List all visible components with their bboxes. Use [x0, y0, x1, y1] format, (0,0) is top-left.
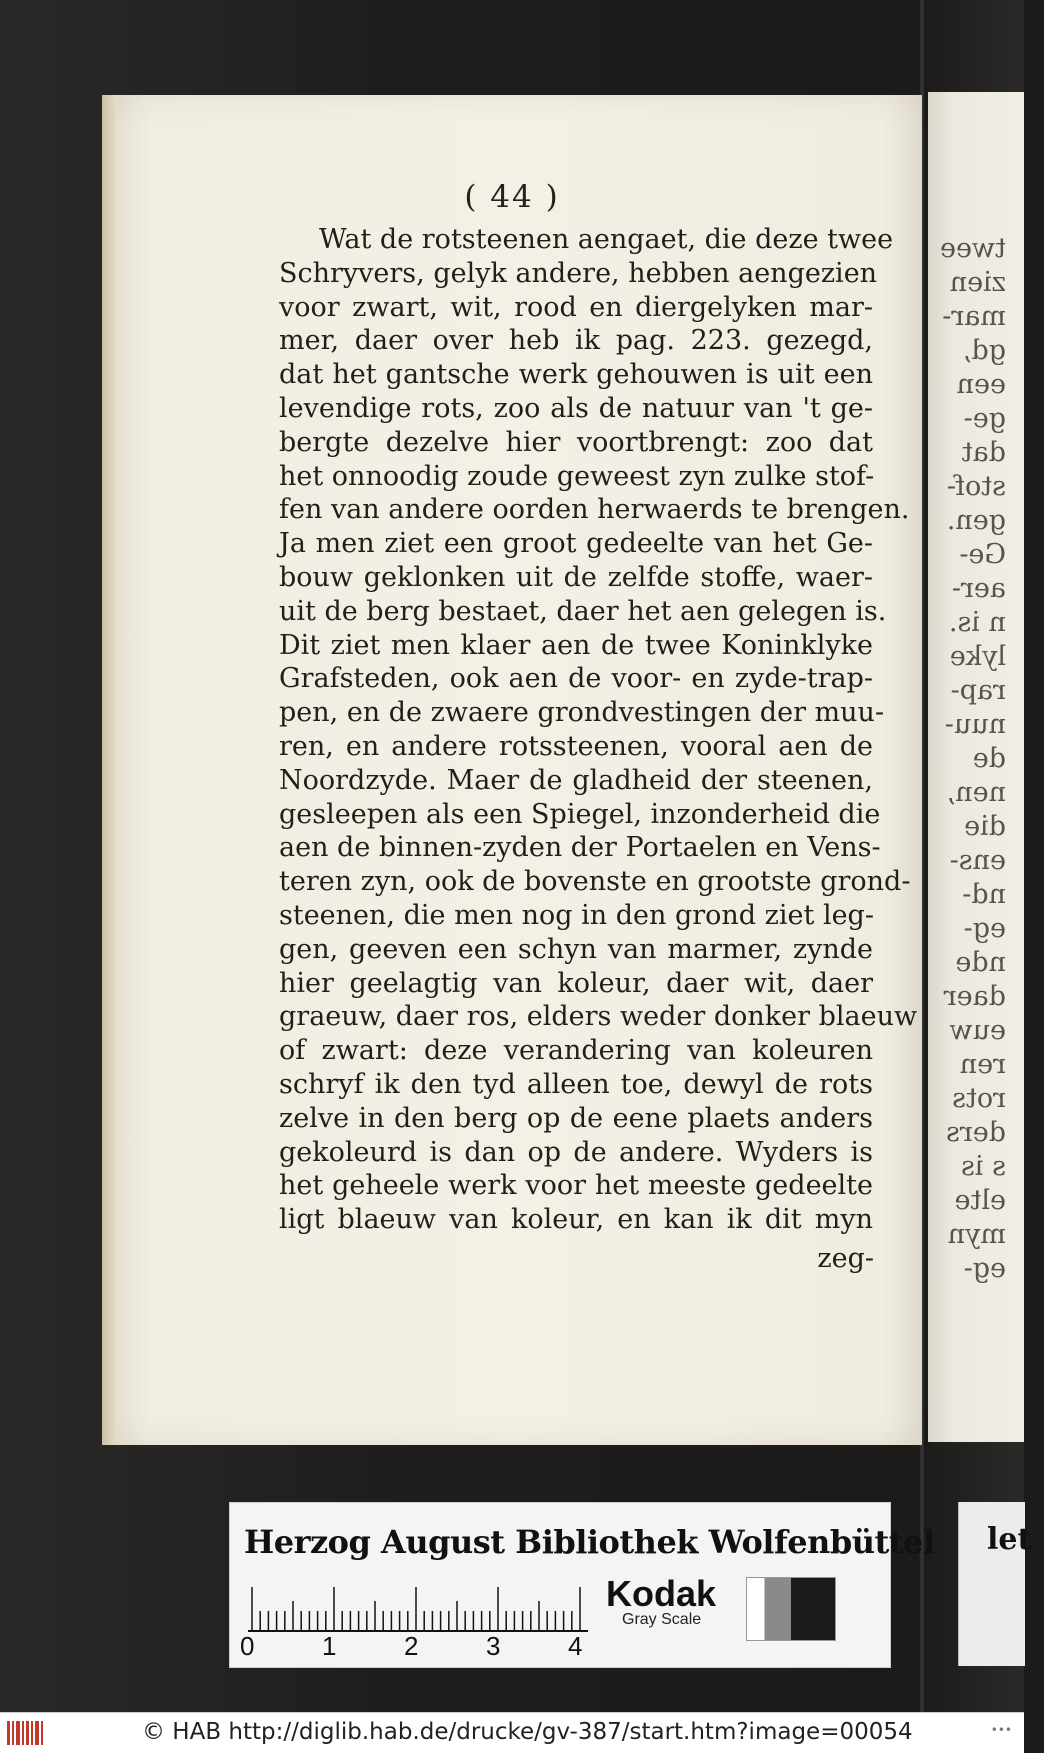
catchword: zeg-: [817, 1243, 874, 1274]
barcode-icon: [6, 1719, 46, 1747]
corner-mark: •••: [990, 1723, 1012, 1737]
bleed-fragment: zien: [949, 267, 1006, 298]
ruler-number: 3: [486, 1631, 501, 1661]
bleed-fragment: ens-: [949, 845, 1006, 876]
text-line: ligt blaeuw van koleur, en kan ik dit myn: [279, 1204, 873, 1236]
text-line: voor zwart, wit, rood en diergelyken mar-: [279, 291, 873, 323]
bleed-fragment: gd,: [962, 335, 1006, 366]
text-line: mer, daer over heb ik pag. 223. gezegd,: [279, 325, 873, 357]
bleed-fragment: n is.: [948, 607, 1006, 638]
second-bar-fragment: let: [987, 1522, 1032, 1557]
bleed-fragment: nen,: [946, 777, 1006, 808]
text-line: bergte dezelve hier voortbrengt: zoo dat: [279, 426, 873, 458]
bleed-fragment: stof-: [946, 471, 1006, 502]
text-line: gen, geeven een schyn van marmer, zynde: [279, 933, 873, 965]
text-line: dat het gantsche werk gehouwen is uit een: [279, 359, 873, 391]
text-line: of zwart: deze verandering van koleuren: [279, 1035, 873, 1067]
bleed-fragment: rots: [952, 1083, 1006, 1114]
bleed-fragment: twee: [940, 233, 1006, 264]
text-line: pen, en de zwaere grondvestingen der muu-: [279, 697, 885, 729]
bleed-fragment: elte: [954, 1185, 1006, 1216]
page-edge: [102, 95, 116, 1445]
bleed-fragment: gen.: [946, 505, 1006, 536]
text-line: hier geelagtig van koleur, daer wit, daer: [279, 967, 873, 999]
copyright-link[interactable]: © HAB http://diglib.hab.de/drucke/gv-387/start.htm?image=00054: [142, 1719, 913, 1745]
facing-page: [928, 92, 1024, 1442]
bleed-fragment: ge-: [963, 403, 1006, 434]
bleed-fragment: dat: [961, 437, 1006, 468]
grayscale-label: Gray Scale: [622, 1611, 702, 1628]
bleed-fragment: daer: [943, 981, 1006, 1012]
bleed-fragment: de: [972, 743, 1006, 774]
ruler-number: 2: [404, 1631, 419, 1661]
text-line: Grafsteden, ook aen de voor- en zyde-trap-: [279, 663, 873, 695]
bleed-fragment: lyke: [949, 641, 1006, 672]
text-line: Ja men ziet een groot gedeelte van het Ge-: [279, 528, 873, 560]
text-line: het onnoodig zoude geweest zyn zulke stof-: [279, 460, 875, 492]
text-line: levendige rots, zoo als de natuur van 't ge-: [279, 392, 873, 424]
bleed-fragment: ren: [959, 1049, 1006, 1080]
bleed-fragment: mar-: [942, 301, 1006, 332]
text-line: gesleepen als een Spiegel, inzonderheid die: [279, 798, 881, 830]
bleed-fragment: nd-: [962, 879, 1006, 910]
text-line: steenen, die men nog in den grond ziet leg-: [279, 899, 874, 931]
bleed-fragment: rap-: [950, 675, 1006, 706]
text-line: zelve in den berg op de eene plaets anders: [279, 1102, 873, 1134]
bleed-fragment: s is: [961, 1151, 1006, 1182]
second-color-bar: [958, 1502, 1032, 1666]
bleed-fragment: nuu-: [944, 709, 1006, 740]
bleed-fragment: myn: [947, 1219, 1006, 1250]
text-line: graeuw, daer ros, elders weder donker blaeuw: [279, 1001, 918, 1033]
bleed-fragment: nde: [955, 947, 1006, 978]
page-number: ( 44 ): [464, 179, 560, 215]
page-text: [279, 223, 918, 1237]
text-line: ren, en andere rotssteenen, vooral aen de: [279, 730, 873, 762]
text-line: teren zyn, ook de bovenste en grootste grond-: [279, 866, 911, 898]
bleed-fragment: die: [964, 811, 1006, 842]
text-line: fen van andere oorden herwaerds te brengen.: [279, 494, 910, 526]
color-calibration-bar: [229, 1502, 935, 1668]
ruler-number: 0: [240, 1631, 255, 1661]
bleed-fragment: een: [956, 369, 1006, 400]
footer-bar: [0, 1712, 1024, 1753]
book-page: [102, 95, 922, 1445]
text-line: Noordzyde. Maer de gladheid der steenen,: [279, 764, 873, 796]
text-line: het geheele werk voor het meeste gedeelte: [279, 1170, 873, 1202]
ruler-number: 1: [322, 1631, 337, 1661]
text-line: uit de berg bestaet, daer het aen gelegen is.: [279, 595, 887, 627]
gray-scale-swatch: [746, 1577, 836, 1641]
text-line: Schryvers, gelyk andere, hebben aengezien: [279, 257, 878, 289]
kodak-logo: Kodak: [606, 1573, 717, 1614]
bleed-fragment: eg-: [963, 1253, 1006, 1284]
text-line: schryf ik den tyd alleen toe, dewyl de rots: [279, 1068, 873, 1100]
text-line: Wat de rotsteenen aengaet, die deze twee: [319, 224, 894, 255]
ruler-numbers: [240, 1631, 583, 1661]
bleed-fragment: ders: [945, 1117, 1006, 1148]
library-name: Herzog August Bibliothek Wolfenbüttel: [244, 1523, 935, 1561]
ruler-number: 4: [568, 1631, 583, 1661]
bleed-fragment: eg-: [963, 913, 1006, 944]
bleed-fragment: aer-: [951, 573, 1006, 604]
text-line: Dit ziet men klaer aen de twee Koninklyke: [279, 629, 873, 661]
ruler-icon: [248, 1585, 588, 1633]
text-line: gekoleurd is dan op de andere. Wyders is: [279, 1136, 873, 1168]
text-line: bouw geklonken uit de zelfde stoffe, waer-: [279, 561, 873, 593]
text-line: aen de binnen-zyden der Portaelen en Vens-: [279, 832, 881, 864]
bleed-fragment: Ge-: [959, 539, 1006, 570]
facing-page-bleed: [928, 232, 1024, 1286]
bleed-fragment: euw: [949, 1015, 1006, 1046]
